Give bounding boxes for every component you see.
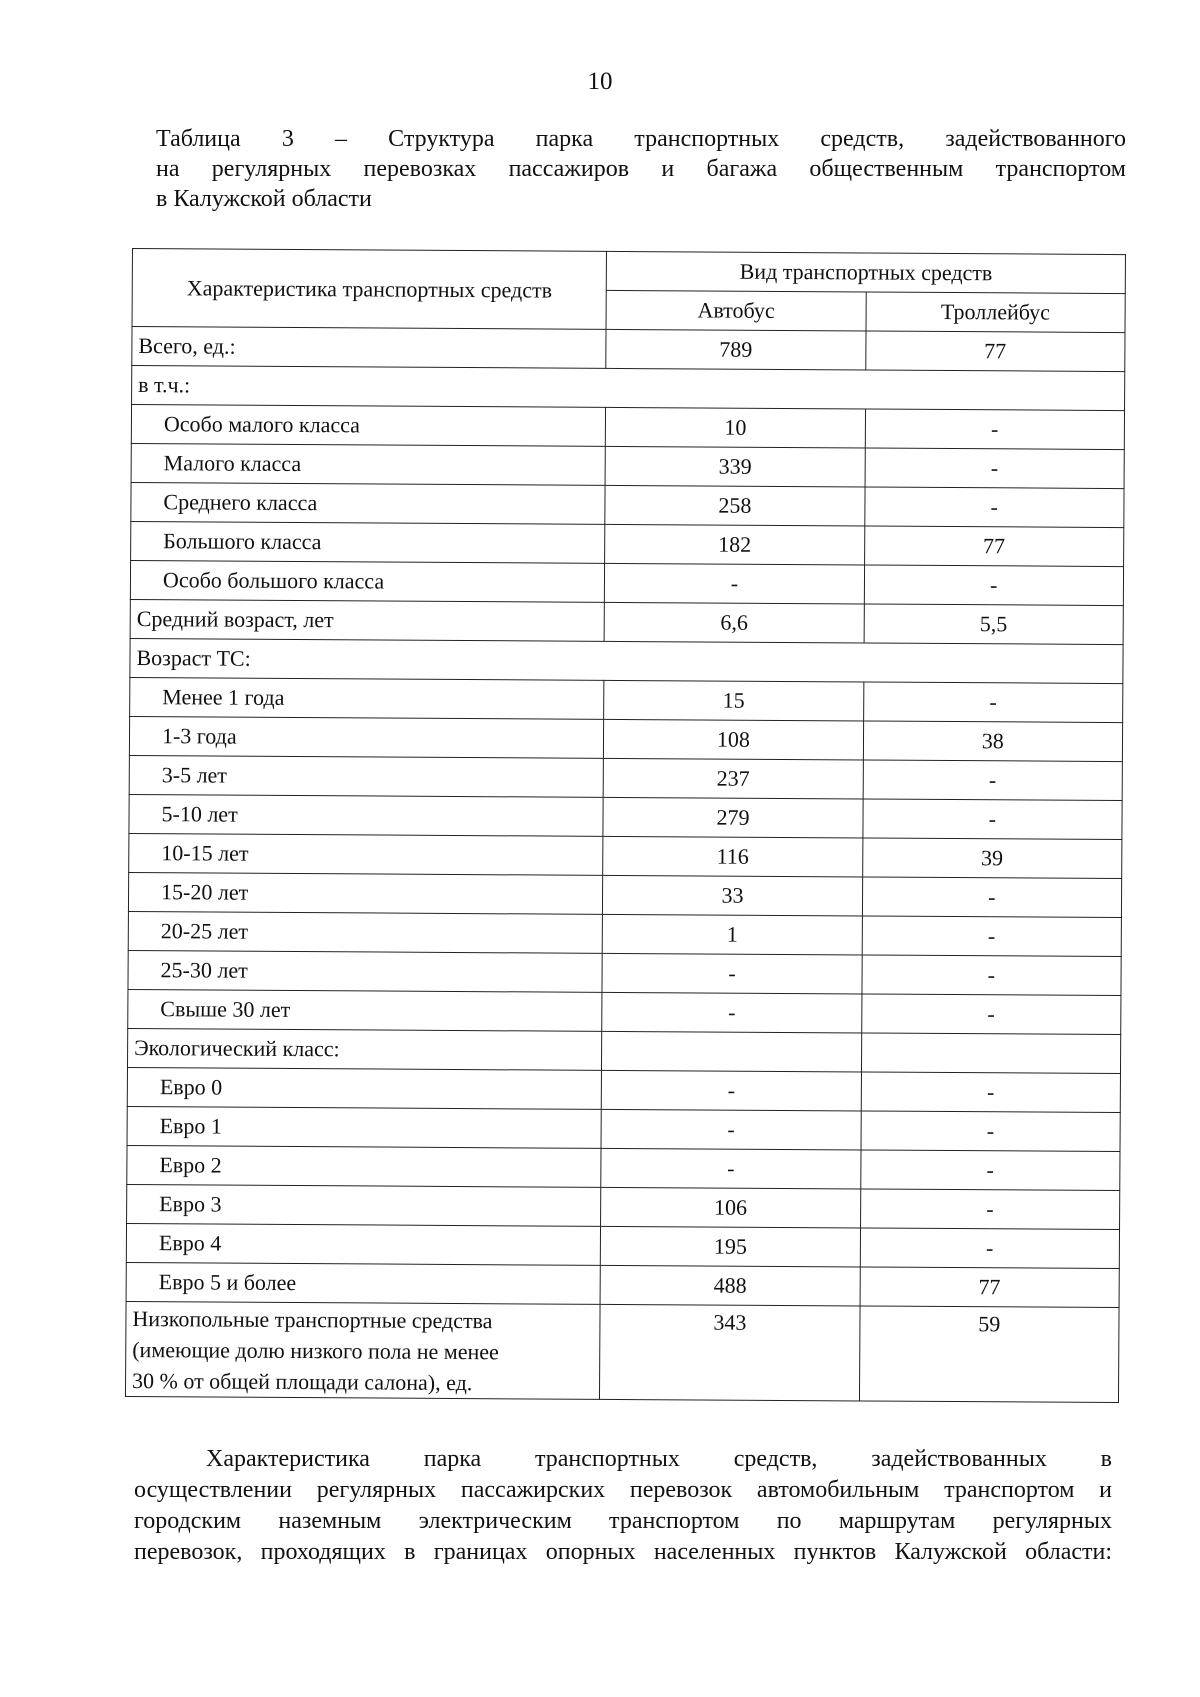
bus-value: 15	[604, 680, 864, 721]
table-row	[128, 872, 1121, 917]
table-row	[127, 1067, 1120, 1112]
table-row	[129, 833, 1122, 878]
trolleybus-value: 38	[863, 721, 1123, 762]
empty-cell	[861, 1033, 1121, 1074]
page-number: 10	[587, 68, 613, 95]
trolleybus-value: 77	[860, 1267, 1120, 1308]
trolleybus-value: -	[860, 1189, 1120, 1230]
trolleybus-value: -	[865, 448, 1125, 489]
row-label: Евро 3	[127, 1184, 602, 1226]
paragraph-line: Характеристика парка транспортных средств, задействованных в	[206, 1446, 1112, 1472]
table-row	[131, 482, 1124, 527]
trolleybus-value: -	[861, 1111, 1121, 1152]
table-row	[131, 521, 1124, 566]
low-floor-label-line: 30 % от общей площади салона), ед.	[132, 1368, 473, 1396]
table-row	[128, 989, 1121, 1034]
header-vehicle-kind: Вид транспортных средств	[607, 251, 1126, 293]
row-label: Большого класса	[131, 521, 606, 563]
table-row	[126, 1223, 1119, 1268]
table-row	[131, 405, 1124, 450]
table-row	[130, 560, 1123, 605]
paragraph-line: городским наземным электрическим транспортом по маршрутам регулярных	[134, 1508, 1112, 1534]
caption-line: в Калужской области	[156, 186, 372, 212]
trolleybus-value: -	[863, 799, 1123, 840]
row-label: 15-20 лет	[128, 872, 603, 914]
row-label: Евро 4	[126, 1223, 601, 1265]
row-label: Свыше 30 лет	[128, 989, 603, 1031]
row-label: Евро 1	[127, 1106, 602, 1148]
bus-value: 488	[600, 1265, 860, 1306]
table-row	[127, 1106, 1120, 1151]
fleet-structure-table	[125, 248, 1126, 1403]
section-label: в т.ч.:	[132, 366, 1125, 411]
bus-value: 789	[606, 329, 866, 370]
caption-line: Таблица 3 – Структура парка транспортных средств, задействованного	[156, 126, 1126, 152]
table-section-row	[127, 1028, 1120, 1073]
table-row	[132, 327, 1125, 372]
paragraph-line: перевозок, проходящих в границах опорных населенных пунктов Калужской области:	[134, 1539, 1112, 1565]
bus-value: 182	[605, 524, 865, 565]
trolleybus-value: -	[864, 565, 1124, 606]
row-label: Всего, ед.:	[132, 327, 607, 369]
table-row	[127, 1145, 1120, 1190]
paragraph-line: осуществлении регулярных пассажирских перевозок автомобильным транспортом и	[134, 1477, 1112, 1503]
section-label: Экологический класс:	[127, 1028, 602, 1070]
bus-value: 10	[606, 407, 866, 448]
trolleybus-value: -	[861, 1072, 1121, 1113]
trolleybus-value: -	[860, 1150, 1120, 1191]
table-row	[130, 599, 1123, 644]
caption-line: на регулярных перевозках пассажиров и багажа общественным транспортом	[156, 156, 1126, 182]
header-bus: Автобус	[606, 290, 866, 331]
bus-value: 237	[603, 758, 863, 799]
bus-value: -	[602, 1070, 862, 1111]
bus-value: -	[601, 1148, 861, 1189]
row-label: Малого класса	[131, 443, 606, 485]
bus-value: -	[605, 563, 865, 604]
trolleybus-value: -	[865, 409, 1125, 450]
trolleybus-value: -	[864, 487, 1124, 528]
row-label: Евро 5 и более	[126, 1262, 601, 1304]
trolleybus-value: -	[862, 955, 1122, 996]
bus-value: 33	[603, 875, 863, 916]
row-label: 10-15 лет	[129, 833, 604, 875]
row-label: Особо большого класса	[130, 560, 605, 602]
trolleybus-value: -	[860, 1228, 1120, 1269]
table-section-row	[130, 638, 1123, 683]
bus-value: 116	[603, 836, 863, 877]
trolleybus-value: 77	[864, 526, 1124, 567]
table-row	[131, 443, 1124, 488]
trolleybus-value: 77	[865, 331, 1125, 372]
bus-value: 106	[601, 1187, 861, 1228]
row-label: 5-10 лет	[129, 794, 604, 836]
table-row	[128, 950, 1121, 995]
row-label: Менее 1 года	[130, 677, 605, 719]
bus-value: -	[602, 992, 862, 1033]
row-label: 3-5 лет	[129, 755, 604, 797]
row-label: 20-25 лет	[128, 911, 603, 953]
row-label: 25-30 лет	[128, 950, 603, 992]
bus-value: 6,6	[604, 602, 864, 643]
bus-value: 195	[601, 1226, 861, 1267]
bus-value: 108	[604, 719, 864, 760]
empty-cell	[602, 1031, 862, 1072]
header-trolleybus: Троллейбус	[866, 292, 1126, 333]
bus-value: -	[601, 1109, 861, 1150]
table-row	[127, 1184, 1120, 1229]
bus-value: 258	[605, 485, 865, 526]
table-caption	[156, 124, 1126, 214]
table-row	[129, 794, 1122, 839]
table-section-row	[132, 366, 1125, 411]
table-row	[128, 911, 1121, 956]
trolleybus-value: -	[863, 682, 1123, 723]
body-paragraph	[134, 1444, 1112, 1568]
bus-value: 279	[603, 797, 863, 838]
trolleybus-value: -	[862, 877, 1122, 918]
bus-value: 339	[605, 446, 865, 487]
table-row	[129, 716, 1122, 761]
table-row	[126, 1262, 1119, 1307]
trolleybus-value: -	[861, 994, 1121, 1035]
row-label: Среднего класса	[131, 482, 606, 524]
row-label: Особо малого класса	[131, 405, 606, 447]
low-floor-label-line: (имеющие долю низкого пола не менее	[132, 1337, 499, 1365]
table-row	[125, 1301, 1119, 1402]
header-characteristic: Характеристика транспортных средств	[132, 249, 607, 330]
trolleybus-value: -	[863, 760, 1123, 801]
section-label: Возраст ТС:	[130, 638, 1123, 683]
row-label: Средний возраст, лет	[130, 599, 605, 641]
table-row	[130, 677, 1123, 722]
row-label: 1-3 года	[129, 716, 604, 758]
trolleybus-value: -	[862, 916, 1122, 957]
bus-value: 1	[602, 914, 862, 955]
table-row	[129, 755, 1122, 800]
low-floor-label-line: Низкопольные транспортные средства	[132, 1306, 493, 1334]
row-label: Евро 2	[127, 1145, 602, 1187]
trolleybus-value: 5,5	[864, 604, 1124, 645]
row-label: Евро 0	[127, 1067, 602, 1109]
row-label	[125, 1301, 600, 1399]
bus-value: -	[602, 953, 862, 994]
trolleybus-value: 39	[862, 838, 1122, 879]
bus-value: 343	[600, 1304, 860, 1401]
trolleybus-value: 59	[859, 1306, 1119, 1403]
